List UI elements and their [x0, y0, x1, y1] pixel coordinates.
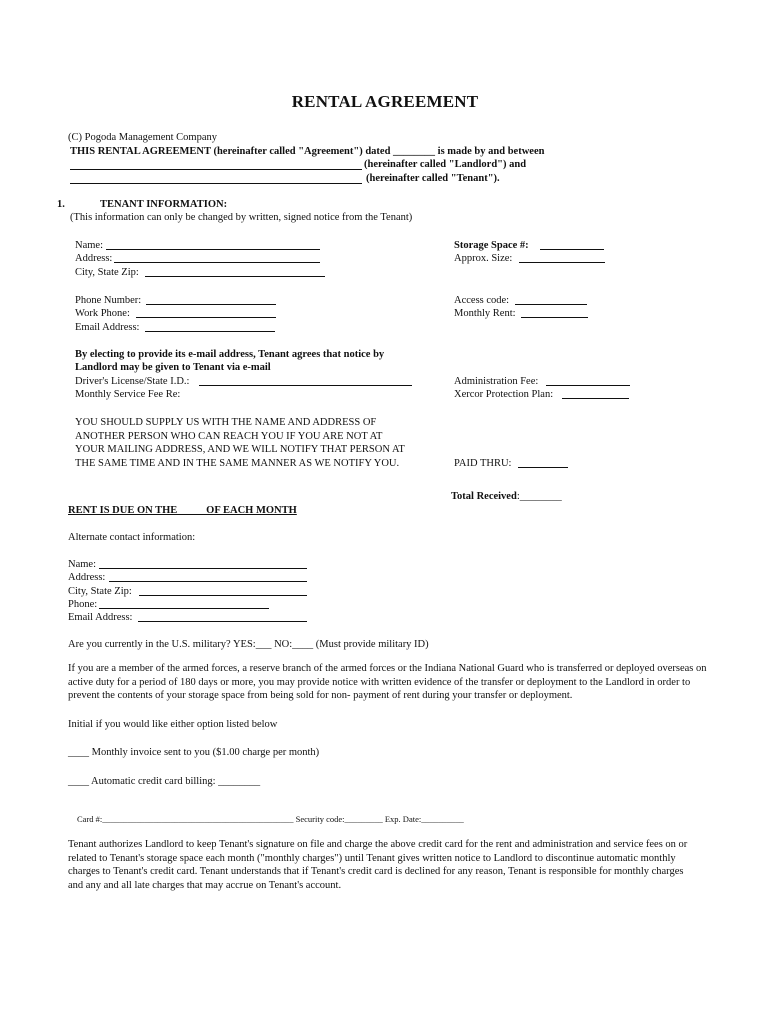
notice-line-2: ANOTHER PERSON WHO CAN REACH YOU IF YOU ARE NOT AT	[75, 431, 383, 442]
military-question: Are you currently in the U.S. military? YES:___ NO:____ (Must provide military ID)	[68, 639, 429, 650]
admin-fee-field[interactable]	[546, 385, 630, 386]
work-phone-field[interactable]	[136, 317, 276, 318]
storage-space-label: Storage Space #:	[454, 240, 529, 251]
alternate-name-label: Name:	[68, 559, 96, 570]
tenant-suffix: (hereinafter called "Tenant").	[366, 173, 500, 184]
tenant-address-field[interactable]	[114, 262, 320, 263]
drivers-license-label: Driver's License/State I.D.:	[75, 376, 190, 387]
phone-field[interactable]	[146, 304, 276, 305]
monthly-rent-label: Monthly Rent:	[454, 308, 516, 319]
tenant-name-label: Name:	[75, 240, 103, 251]
xercor-label: Xercor Protection Plan:	[454, 389, 554, 400]
monthly-fee-label: Monthly Service Fee Re:	[75, 389, 181, 400]
tenant-name-field[interactable]	[106, 249, 320, 250]
alternate-address-label: Address:	[68, 572, 106, 583]
alternate-city-field[interactable]	[139, 595, 307, 596]
monthly-rent-field[interactable]	[521, 317, 588, 318]
option-invoice[interactable]: ____ Monthly invoice sent to you ($1.00 charge per month)	[68, 747, 320, 758]
tenant-city-field[interactable]	[145, 276, 325, 277]
alternate-city-label: City, State Zip:	[68, 586, 132, 597]
xercor-field[interactable]	[562, 398, 629, 399]
alternate-heading: Alternate contact information:	[68, 532, 196, 543]
paid-thru-label: PAID THRU:	[454, 458, 512, 469]
section-heading: TENANT INFORMATION:	[100, 199, 228, 210]
tenant-name-line	[70, 183, 362, 184]
notice-line-4: THE SAME TIME AND IN THE SAME MANNER AS WE NOTIFY YOU.	[75, 458, 400, 469]
email-notice-line-2: Landlord may be given to Tenant via e-mail	[75, 362, 271, 373]
landlord-name-line	[70, 169, 362, 170]
total-received	[451, 490, 562, 503]
landlord-suffix: (hereinafter called "Landlord") and	[364, 159, 527, 170]
document-title: RENTAL AGREEMENT	[291, 92, 479, 111]
notice-line-1: YOU SHOULD SUPPLY US WITH THE NAME AND ADDRESS OF	[75, 417, 377, 428]
alternate-email-field[interactable]	[138, 621, 307, 622]
alternate-phone-label: Phone:	[68, 599, 98, 610]
admin-fee-label: Administration Fee:	[454, 376, 539, 387]
storage-space-field[interactable]	[540, 249, 604, 250]
email-label: Email Address:	[75, 322, 140, 333]
alternate-address-field[interactable]	[109, 581, 307, 582]
total-received-blank: :________	[516, 491, 562, 502]
total-received-label: Total Received	[451, 491, 517, 502]
card-info-line: Card #:_____________________________________________ Security code:_________ Exp. Date:__________	[77, 814, 464, 824]
paid-thru-field[interactable]	[518, 467, 568, 468]
phone-label: Phone Number:	[75, 295, 142, 306]
drivers-license-field[interactable]	[199, 385, 412, 386]
authorization-paragraph: Tenant authorizes Landlord to keep Tenant's signature on file and charge the above credit card for the rent and administration and service fees on or related to Tenant's storage space each month ("monthly charges") until Tenant gives written notice to Landlord to discontinue automatic monthly charges to Tenant's credit card. Tenant understands that if Tenant's credit card is declined for any reason, Tenant is responsible for monthly charges and any and all late charges that may accrue on Tenant's account.	[68, 839, 688, 891]
email-field[interactable]	[145, 331, 275, 332]
tenant-address-label: Address:	[75, 253, 113, 264]
notice-line-3: YOUR MAILING ADDRESS, AND WE WILL NOTIFY THAT PERSON AT	[75, 444, 405, 455]
access-code-field[interactable]	[515, 304, 587, 305]
alternate-name-field[interactable]	[99, 568, 307, 569]
military-paragraph: If you are a member of the armed forces, a reserve branch of the armed forces or the Indiana National Guard who is transferred or deployed overseas on active duty for a period of 180 days or more, you may provide notice with written evidence of the transfer or deployment to the Landlord in order to prevent the contents of your storage space from being sold for non- payment of rent during your transfer or deployment.	[68, 663, 707, 702]
section-number: 1.	[57, 199, 65, 210]
initial-prompt: Initial if you would like either option listed below	[68, 719, 278, 730]
work-phone-label: Work Phone:	[75, 308, 130, 319]
approx-size-field[interactable]	[519, 262, 605, 263]
alternate-phone-field[interactable]	[99, 608, 269, 609]
approx-size-label: Approx. Size:	[454, 253, 513, 264]
rent-due-line: RENT IS DUE ON THE OF EACH MONTH	[68, 505, 297, 516]
section-note: (This information can only be changed by written, signed notice from the Tenant)	[70, 212, 413, 223]
access-code-label: Access code:	[454, 295, 510, 306]
option-credit[interactable]: ____ Automatic credit card billing: ________	[68, 776, 261, 787]
agreement-intro: THIS RENTAL AGREEMENT (hereinafter called "Agreement") dated ________ is made by and between	[70, 146, 545, 157]
email-notice-line-1: By electing to provide its e-mail address, Tenant agrees that notice by	[75, 349, 385, 360]
alternate-email-label: Email Address:	[68, 612, 133, 623]
tenant-city-label: City, State Zip:	[75, 267, 139, 278]
company-line: (C) Pogoda Management Company	[68, 132, 218, 143]
